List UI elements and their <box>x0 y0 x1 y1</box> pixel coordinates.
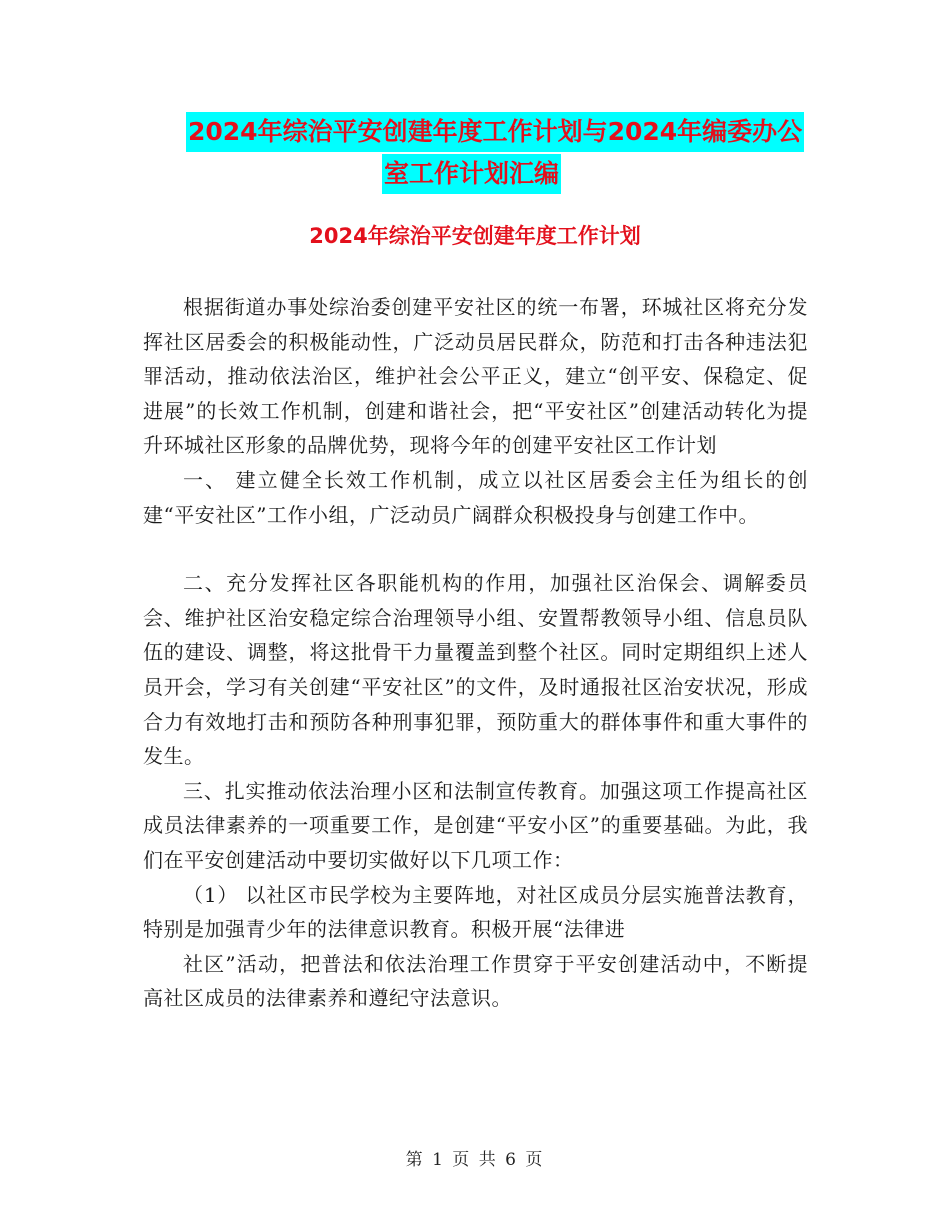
paragraph-subitem-1: （1） 以社区市民学校为主要阵地，对社区成员分层实施普法教育，特别是加强青少年的法律意识教育。积极开展“法律进 <box>143 882 808 942</box>
page-footer: 第 1 页 共 6 页 <box>405 1150 545 1170</box>
main-title-line-2: 室工作计划汇编 <box>382 154 561 194</box>
main-title-line-1: 2024年综治平安创建年度工作计划与2024年编委办公 <box>186 112 804 152</box>
paragraph-item-3: 三、扎实推动依法治理小区和法制宣传教育。加强这项工作提高社区成员法律素养的一项重要工作，是创建“平安小区”的重要基础。为此，我们在平安创建活动中要切实做好以下几项工作： <box>143 778 808 872</box>
document-body <box>143 290 808 1016</box>
paragraph-subitem-1-continued: 社区”活动，把普法和依法治理工作贯穿于平安创建活动中，不断提高社区成员的法律素养和遵纪守法意识。 <box>143 951 808 1011</box>
paragraph-item-2: 二、充分发挥社区各职能机构的作用，加强社区治保会、调解委员会、维护社区治安稳定综合治理领导小组、安置帮教领导小组、信息员队伍的建设、调整，将这批骨干力量覆盖到整个社区。同时定期组织上述人员开会，学习有关创建“平安社区”的文件，及时通报社区治安状况，形成合力有效地打击和预防各种刑事犯罪，预防重大的群体事件和重大事件的发生。 <box>143 571 808 769</box>
section-title: 2024年综治平安创建年度工作计划 <box>309 224 641 248</box>
paragraph-item-1: 一、 建立健全长效工作机制，成立以社区居委会主任为组长的创建“平安社区”工作小组，广泛动员广阔群众积极投身与创建工作中。 <box>143 467 808 527</box>
paragraph-intro: 根据街道办事处综治委创建平安社区的统一布署，环城社区将充分发挥社区居委会的积极能动性，广泛动员居民群众，防范和打击各种违法犯罪活动，推动依法治区，维护社会公平正义，建立“创平安、保稳定、促进展”的长效工作机制，创建和谐社会，把“平安社区”创建活动转化为提升环城社区形象的品牌优势，现将今年的创建平安社区工作计划 <box>143 295 808 458</box>
